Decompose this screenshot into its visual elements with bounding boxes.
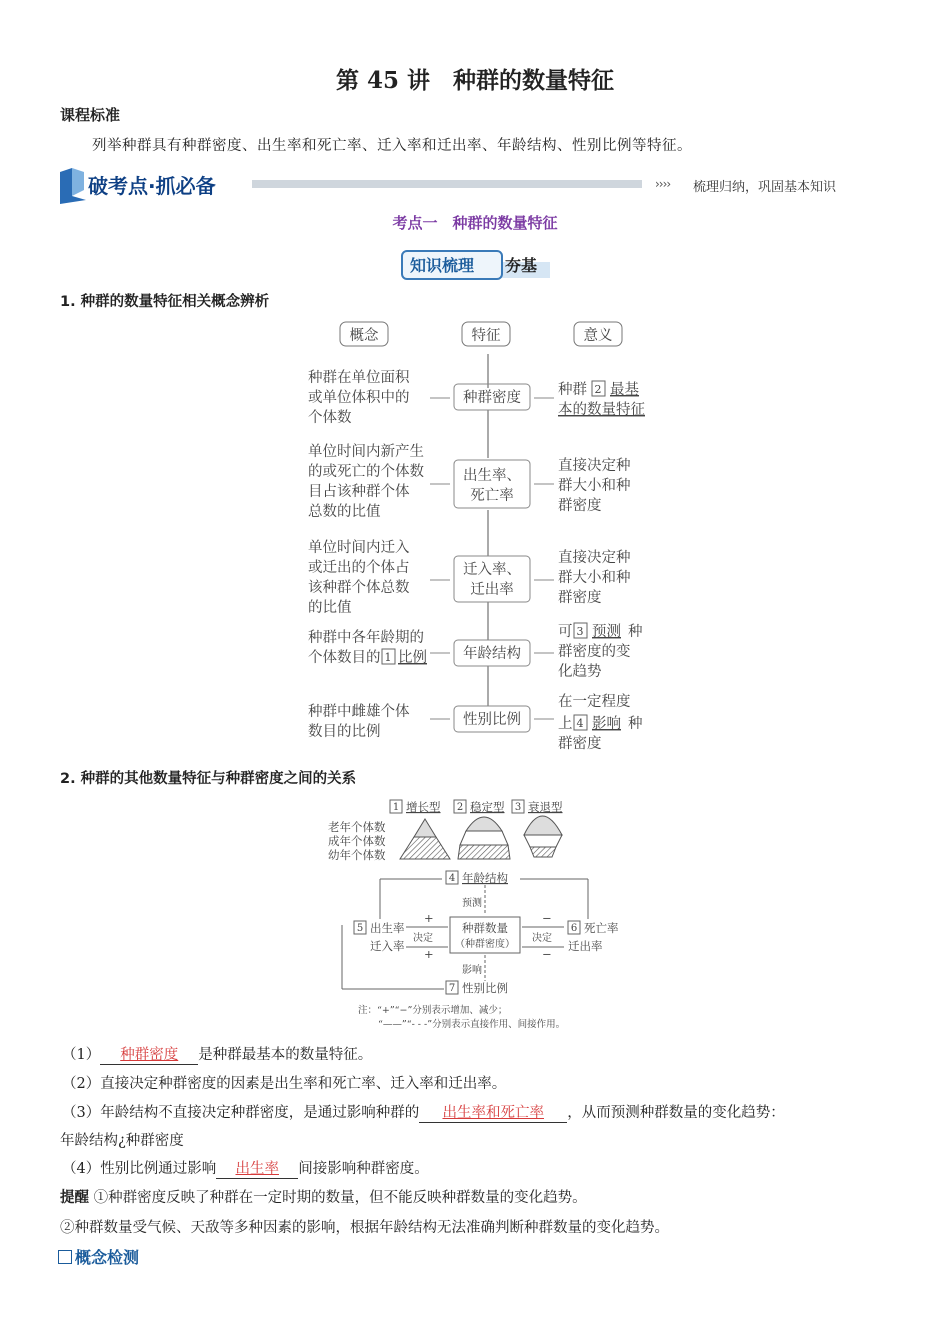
course-standard-heading: 课程标准 (60, 106, 121, 124)
svg-text:2: 2 (456, 802, 464, 813)
diagram-note-1: 注：“+”“−”分别表示增加、减少； (358, 1005, 508, 1016)
svg-text:概念: 概念 (349, 328, 379, 344)
item-3-continued: 年龄结构¿种群密度 (60, 1133, 184, 1149)
svg-text:1: 1 (392, 802, 400, 813)
banner-title: 破考点·抓必备 (88, 174, 216, 198)
concept-row-sex-ratio (308, 692, 643, 752)
age-label-old: 老年个体数 (328, 820, 386, 834)
banner-arrows-icon: ›››› (655, 177, 671, 191)
svg-text:种群中雌雄个体: 种群中雌雄个体 (308, 704, 410, 720)
answer-blank-3: 出生率和死亡率 (419, 1101, 567, 1123)
svg-text:单位时间内迁入: 单位时间内迁入 (308, 540, 410, 556)
svg-text:化趋势: 化趋势 (558, 664, 602, 680)
immigration-node: 迁入率 (370, 939, 405, 953)
svg-text:群密度: 群密度 (558, 498, 602, 514)
minus-sign-top: − (542, 911, 552, 925)
knowledge-badge-label: 知识梳理 (410, 256, 475, 275)
svg-text:该种群个体总数: 该种群个体总数 (308, 580, 410, 596)
tip-line-2: ②种群数量受气候、天敌等多种因素的影响，根据年龄结构无法准确判断种群数量的变化趋势。 (60, 1220, 669, 1236)
svg-text:性别比例: 性别比例 (463, 712, 521, 728)
concept-diagram (290, 318, 670, 758)
stable-pyramid-shape (458, 817, 510, 859)
svg-text:死亡率: 死亡率 (584, 921, 619, 935)
svg-text:死亡率: 死亡率 (470, 488, 514, 504)
svg-text:出生率、: 出生率、 (463, 468, 521, 484)
svg-text:个体数: 个体数 (308, 410, 352, 426)
svg-text:群大小和种: 群大小和种 (558, 570, 631, 586)
svg-text:总数的比值: 总数的比值 (308, 504, 381, 520)
decide-label-left: 决定 (413, 933, 433, 944)
item-1: （1） 种群密度 是种群最基本的数量特征。 (62, 1043, 372, 1065)
svg-text:特征: 特征 (471, 328, 501, 344)
svg-text:直接决定种: 直接决定种 (558, 550, 631, 566)
svg-text:的比值: 的比值 (308, 600, 352, 616)
svg-text:群大小和种: 群大小和种 (558, 478, 631, 494)
svg-text:直接决定种: 直接决定种 (558, 458, 631, 474)
sex-ratio-node (446, 981, 508, 995)
banner-subtitle: 梳理归纳，巩固基本知识 (693, 180, 837, 195)
population-size-box (450, 917, 520, 953)
header-meaning (574, 322, 622, 346)
item-4: （4）性别比例通过影响 出生率 间接影响种群密度。 (62, 1157, 429, 1179)
influence-label: 影响 (462, 965, 482, 976)
diagram-note-2: “——”“- - -”分别表示直接作用、间接作用。 (378, 1019, 566, 1030)
decline-pyramid-shape (524, 816, 562, 857)
svg-text:年龄结构: 年龄结构 (463, 646, 521, 662)
predict-label: 预测 (462, 898, 482, 909)
svg-text:种群数量: 种群数量 (462, 921, 508, 935)
svg-text:5: 5 (356, 923, 364, 934)
minus-sign-bottom: − (542, 947, 552, 961)
svg-text:种群在单位面积: 种群在单位面积 (308, 370, 410, 386)
pyramid-type-decline (512, 800, 563, 814)
age-structure-box (380, 871, 588, 885)
svg-text:性别比例: 性别比例 (462, 981, 508, 995)
death-rate-node (568, 921, 619, 935)
plus-sign-bottom: + (424, 947, 434, 961)
decide-label-right: 决定 (532, 933, 552, 944)
svg-text:单位时间内新产生: 单位时间内新产生 (308, 444, 424, 460)
page-title: 第 45 讲 种群的数量特征 (335, 67, 615, 94)
svg-text:（种群密度）: （种群密度） (455, 939, 515, 950)
concept-row-birth-death (308, 443, 631, 520)
checkbox-icon (58, 1250, 72, 1264)
svg-text:年龄结构: 年龄结构 (462, 871, 508, 885)
svg-text:4: 4 (448, 873, 456, 884)
svg-text:迁出率: 迁出率 (470, 582, 514, 598)
svg-text:种群密度: 种群密度 (463, 390, 521, 406)
item-3: （3）年龄结构不直接决定种群密度，是通过影响种群的 出生率和死亡率 ，从而预测种群数量的变化趋势： (62, 1101, 785, 1123)
svg-text:种: 种 (628, 716, 643, 732)
svg-text:或单位体积中的: 或单位体积中的 (308, 390, 410, 406)
svg-text:本的数量特征: 本的数量特征 (558, 402, 645, 418)
svg-text:影响: 影响 (592, 716, 621, 732)
answer-blank-1: 种群密度 (100, 1043, 198, 1065)
course-standard-text: 列举种群具有种群密度、出生率和死亡率、迁入率和迁出率、年龄结构、性别比例等特征。 (92, 138, 692, 154)
banner-divider-bar (252, 180, 642, 188)
svg-text:3: 3 (576, 625, 584, 638)
svg-text:1: 1 (384, 651, 392, 664)
pyramid-type-stable (454, 800, 505, 814)
svg-text:2: 2 (594, 383, 602, 396)
svg-text:出生率: 出生率 (370, 921, 405, 935)
svg-text:意义: 意义 (583, 328, 613, 344)
svg-text:种: 种 (628, 624, 643, 640)
svg-text:在一定程度: 在一定程度 (558, 694, 631, 710)
header-concept (340, 322, 388, 346)
plus-sign-top: + (424, 911, 434, 925)
item-2: （2）直接决定种群密度的因素是出生率和死亡率、迁入率和迁出率。 (62, 1076, 507, 1092)
svg-text:增长型: 增长型 (406, 800, 441, 814)
svg-text:可: 可 (558, 624, 573, 640)
age-label-young: 幼年个体数 (328, 848, 386, 862)
svg-text:衰退型: 衰退型 (528, 800, 563, 814)
svg-text:4: 4 (576, 717, 584, 730)
age-label-adult: 成年个体数 (328, 834, 386, 848)
svg-text:个体数目的: 个体数目的 (308, 650, 381, 666)
concept-check-heading: 概念检测 (58, 1245, 139, 1268)
svg-text:6: 6 (570, 923, 578, 934)
tip-line-1: 提醒 ①种群密度反映了种群在一定时期的数量，但不能反映种群数量的变化趋势。 (60, 1190, 587, 1206)
section1-heading: 1. 种群的数量特征相关概念辨析 (60, 294, 270, 310)
pyramid-type-growth (390, 800, 441, 814)
emigration-node: 迁出率 (568, 939, 603, 953)
section2-heading: 2. 种群的其他数量特征与种群密度之间的关系 (60, 771, 357, 787)
svg-text:3: 3 (514, 802, 522, 813)
svg-text:7: 7 (448, 983, 456, 994)
concept-row-migration (308, 539, 631, 616)
concept-row-density (308, 369, 645, 426)
svg-text:数目的比例: 数目的比例 (308, 724, 381, 740)
svg-text:或迁出的个体占: 或迁出的个体占 (308, 560, 410, 576)
svg-text:群密度: 群密度 (558, 736, 602, 752)
svg-text:的或死亡的个体数: 的或死亡的个体数 (308, 464, 424, 480)
svg-text:群密度的变: 群密度的变 (558, 644, 631, 660)
svg-text:比例: 比例 (398, 650, 427, 666)
topic-heading: 考点一 种群的数量特征 (392, 214, 558, 232)
svg-text:预测: 预测 (592, 624, 621, 640)
growth-pyramid-shape (400, 819, 450, 859)
svg-text:种群中各年龄期的: 种群中各年龄期的 (308, 630, 424, 646)
svg-text:迁入率、: 迁入率、 (463, 562, 521, 578)
svg-text:上: 上 (558, 716, 573, 732)
svg-text:稳定型: 稳定型 (470, 800, 505, 814)
knowledge-badge-suffix: 夯基 (505, 256, 538, 275)
concept-row-age-structure (308, 623, 643, 680)
relationship-diagram (320, 795, 630, 1035)
tip-label: 提醒 (60, 1190, 89, 1206)
svg-text:种群: 种群 (558, 382, 587, 398)
answer-blank-4: 出生率 (216, 1157, 298, 1179)
svg-text:目占该种群个体: 目占该种群个体 (308, 484, 410, 500)
birth-rate-node (354, 921, 405, 935)
svg-text:最基: 最基 (610, 382, 639, 398)
svg-text:群密度: 群密度 (558, 590, 602, 606)
header-feature (462, 322, 510, 346)
